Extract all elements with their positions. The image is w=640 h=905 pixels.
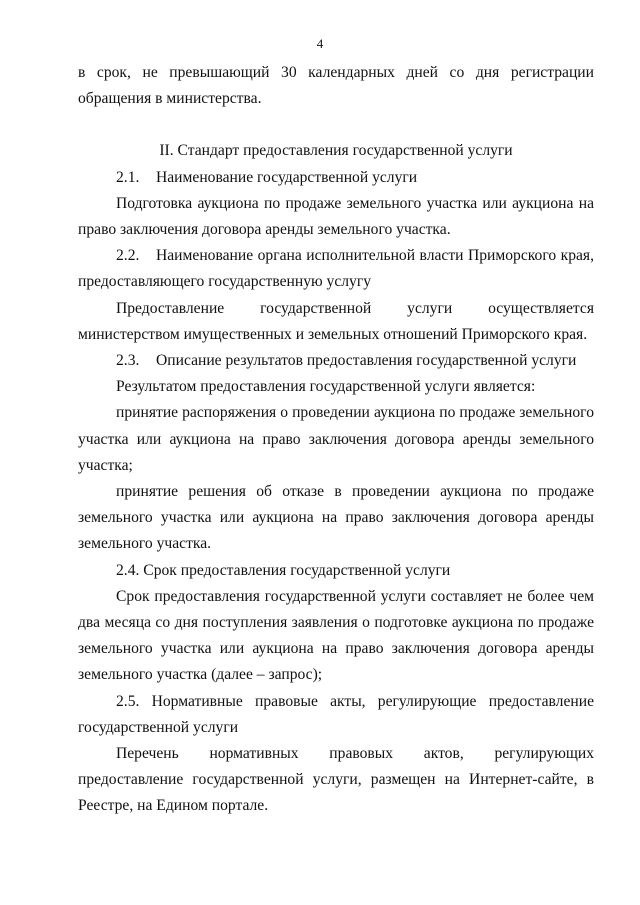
subsection-2-3-intro: Результатом предоставления государственной услуги является:: [116, 378, 536, 396]
document-body: [78, 60, 594, 820]
subsection-title: Наименование государственной услуги: [156, 168, 418, 186]
subsection-2-4-text: Срок предоставления государственной услуги составляет не более чем два месяца со дня поступления заявления о подготовке аукциона по продаже земельного участка или аукциона на право заключения договора аренды земельного участка (далее – запрос);: [78, 587, 594, 684]
subsection-2-3-item-1: принятие распоряжения о проведении аукциона по продаже земельного участка или аукциона на право заключения договора аренды земельного участка;: [78, 404, 594, 474]
subsection-2-5-text: Перечень нормативных правовых актов, регулирующих предоставление государственной услуги, размещен на Интернет-сайте, в Реестре, на Едином портале.: [78, 745, 594, 815]
subsection-2-2-text: Предоставление государственной услуги осуществляется министерством имущественных и земельных отношений Приморского края.: [78, 299, 594, 343]
subsection-2-3-item-2: принятие решения об отказе в проведении аукциона по продаже земельного участка или аукциона на право заключения договора аренды земельного участка.: [78, 483, 594, 553]
subsection-2-3-heading: [78, 348, 594, 374]
subsection-title: Описание результатов предоставления государственной услуги: [156, 352, 577, 370]
subsection-2-1-heading: [78, 165, 594, 191]
subsection-number: 2.3.: [116, 352, 140, 370]
subsection-number: 2.2.: [116, 247, 140, 265]
subsection-number: 2.1.: [116, 168, 140, 186]
subsection-2-1-text: Подготовка аукциона по продаже земельного участка или аукциона на право заключения договора аренды земельного участка.: [78, 194, 594, 239]
subsection-2-2-heading: [78, 243, 594, 295]
page-number: 4: [316, 36, 324, 51]
subsection-title: Наименование органа исполнительной власти Приморского края, предоставляющего государственную услугу: [78, 247, 594, 291]
subsection-2-4-heading: 2.4. Срок предоставления государственной услуги: [116, 561, 451, 579]
subsection-2-5-heading: 2.5. Нормативные правовые акты, регулирующие предоставление государственной услуги: [78, 692, 594, 736]
paragraph-continuation: в срок, не превышающий 30 календарных дней со дня регистрации обращения в министерства.: [78, 64, 594, 108]
section-heading: II. Стандарт предоставления государственной услуги: [159, 142, 513, 160]
